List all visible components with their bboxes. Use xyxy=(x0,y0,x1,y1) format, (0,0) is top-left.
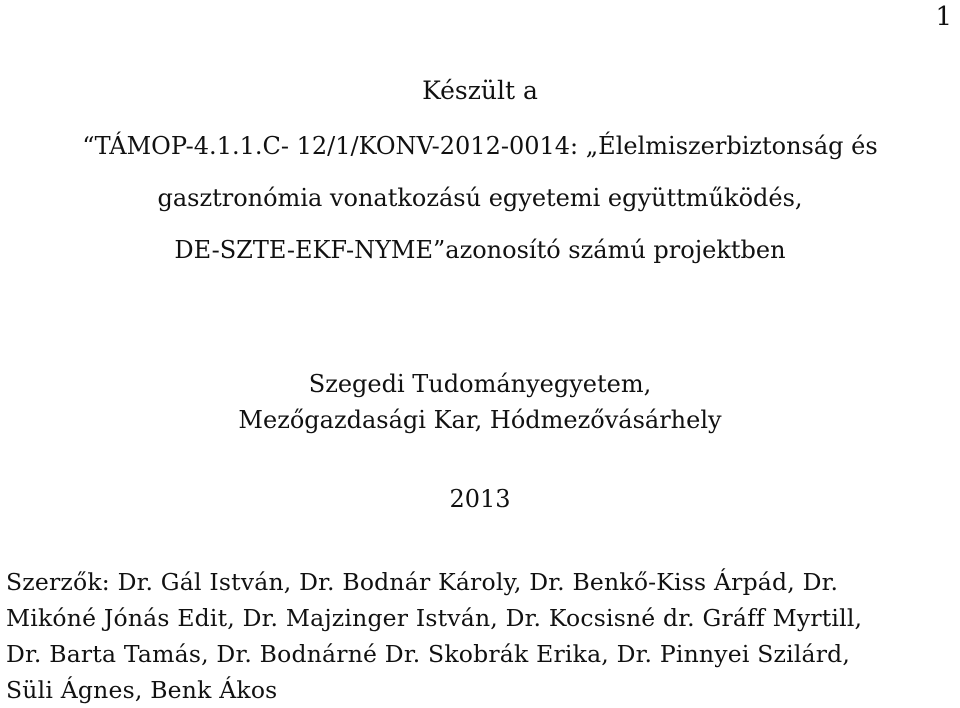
prepared-label-block xyxy=(0,74,960,108)
page-number: 1 xyxy=(935,2,952,32)
institution-block xyxy=(0,366,960,438)
project-title-line-2: gasztronómia vonatkozású egyetemi együttműködés, xyxy=(157,184,803,212)
prepared-label: Készült a xyxy=(422,76,538,105)
authors-line-3: Dr. Barta Tamás, Dr. Bodnárné Dr. Skobrák Erika, Dr. Pinnyei Szilárd, xyxy=(6,640,851,668)
institution-line-1: Szegedi Tudományegyetem, xyxy=(308,370,652,398)
institution-line-2: Mezőgazdasági Kar, Hódmezővásárhely xyxy=(238,406,722,434)
authors-line-2: Mikóné Jónás Edit, Dr. Majzinger István, Dr. Kocsisné dr. Gráff Myrtill, xyxy=(6,604,863,632)
authors-line-1: Szerzők: Dr. Gál István, Dr. Bodnár Károly, Dr. Benkő-Kiss Árpád, Dr. xyxy=(6,568,839,596)
authors-line-4: Süli Ágnes, Benk Ákos xyxy=(6,676,278,704)
project-title-line-3: DE-SZTE-EKF-NYME”azonosító számú projektben xyxy=(174,236,786,264)
authors-block xyxy=(6,564,954,708)
project-title-block xyxy=(0,120,960,276)
project-title-line-1: “TÁMOP-4.1.1.C- 12/1/KONV-2012-0014: „Élelmiszerbiztonság és xyxy=(82,132,878,160)
publication-year: 2013 xyxy=(449,485,511,513)
